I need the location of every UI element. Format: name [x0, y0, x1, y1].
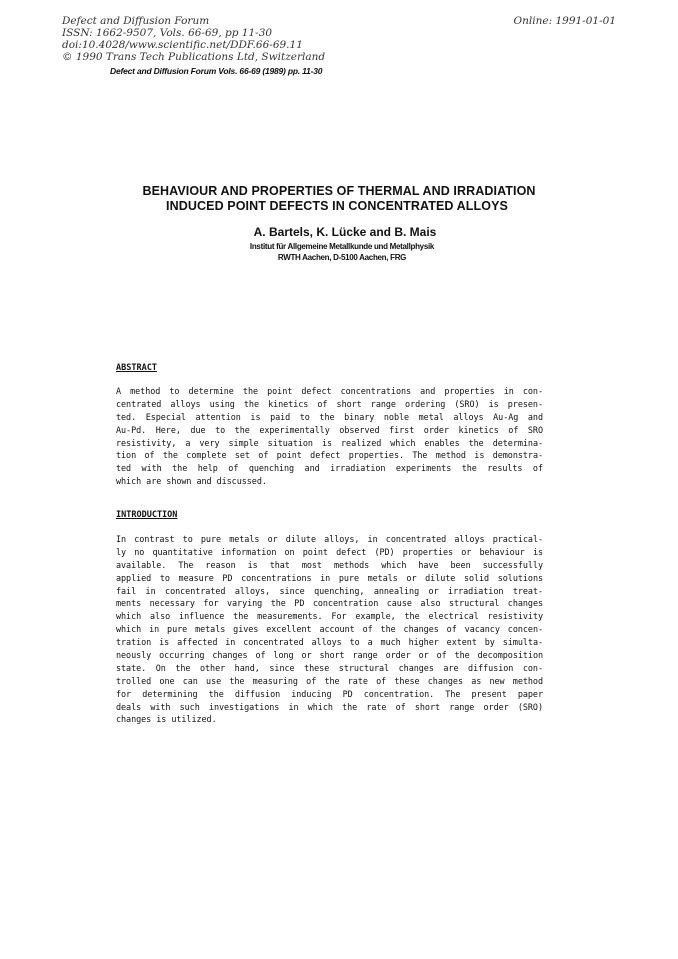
introduction-line: ly no quantitative information on point defect (PD) properties or behaviour is	[116, 546, 543, 557]
affiliation-line-2: RWTH Aachen, D-5100 Aachen, FRG	[277, 253, 407, 262]
introduction-line: neously occurring changes of long or short range order or of the decomposition	[116, 650, 543, 661]
copyright-line: © 1990 Trans Tech Publications Ltd, Switzerland	[62, 51, 326, 63]
author-names: A. Bartels, K. Lücke and B. Mais	[253, 225, 437, 239]
introduction-line: available. The reason is that most methods which have been successfully	[116, 559, 543, 570]
citation-block	[62, 15, 325, 63]
abstract-line: resistivity, a very simple situation is realized which enables the determina-	[116, 437, 543, 448]
introduction-line: for determining the diffusion inducing PD concentration. The present paper	[116, 688, 543, 699]
abstract-line: ted. Especial attention is paid to the binary noble metal alloys Au-Ag and	[116, 411, 543, 422]
introduction-heading: INTRODUCTION	[116, 510, 178, 520]
introduction-line: applied to measure PD concentrations in pure metals or dilute solid solutions	[116, 572, 543, 583]
introduction-body	[116, 533, 543, 726]
abstract-line: ted with the help of quenching and irradiation experiments the results of	[116, 463, 543, 474]
online-date: Online: 1991-01-01	[513, 15, 616, 27]
running-head: Defect and Diffusion Forum Vols. 66-69 (1989) pp. 11-30	[110, 66, 323, 76]
abstract-line: tion of the complete set of point defect properties. The method is demonstra-	[116, 450, 543, 461]
abstract-body	[116, 385, 543, 488]
introduction-line: changes is utilized.	[116, 714, 217, 725]
abstract-line: A method to determine the point defect concentrations and properties in con-	[116, 386, 543, 396]
title-line-1: BEHAVIOUR AND PROPERTIES OF THERMAL AND IRRADIATION	[142, 184, 536, 198]
introduction-line: ments necessary for varying the PD concentration cause also structural changes	[116, 598, 543, 609]
doi-line: doi:10.4028/www.scientific.net/DDF.66-69.11	[62, 39, 303, 51]
paper-title	[0, 184, 678, 214]
introduction-line: state. On the other hand, since these structural changes are diffusion con-	[116, 662, 543, 673]
abstract-line: centrated alloys using the kinetics of short range ordering (SRO) is presen-	[116, 398, 543, 409]
authors	[0, 225, 678, 239]
introduction-line: which in pure metals gives excellent account of the changes of vacancy concen-	[116, 624, 543, 635]
introduction-line: In contrast to pure metals or dilute alloys, in concentrated alloys practical-	[116, 534, 543, 544]
issn-line: ISSN: 1662-9507, Vols. 66-69, pp 11-30	[62, 27, 273, 39]
introduction-line: which also influence the measurements. For example, the electrical resistivity	[116, 611, 543, 622]
affiliation-line-1: Institut für Allgemeine Metallkunde und Metallphysik	[249, 242, 435, 251]
affiliation	[0, 241, 678, 263]
abstract-line: Au-Pd. Here, due to the experimentally observed first order kinetics of SRO	[116, 424, 543, 435]
introduction-line: fail in concentrated alloys, since quenching, annealing or irradiation treat-	[116, 585, 543, 596]
abstract-line: which are shown and discussed.	[116, 476, 267, 487]
journal-name: Defect and Diffusion Forum	[62, 15, 210, 27]
abstract-heading: ABSTRACT	[116, 363, 157, 373]
introduction-line: trolled one can use the measuring of the rate of these changes as new method	[116, 675, 543, 686]
introduction-line: deals with such investigations in which the rate of short range order (SRO)	[116, 701, 543, 712]
introduction-line: tration is affected in concentrated alloys to a much higher extent by simulta-	[116, 637, 543, 648]
title-line-2: INDUCED POINT DEFECTS IN CONCENTRATED ALLOYS	[166, 199, 508, 213]
